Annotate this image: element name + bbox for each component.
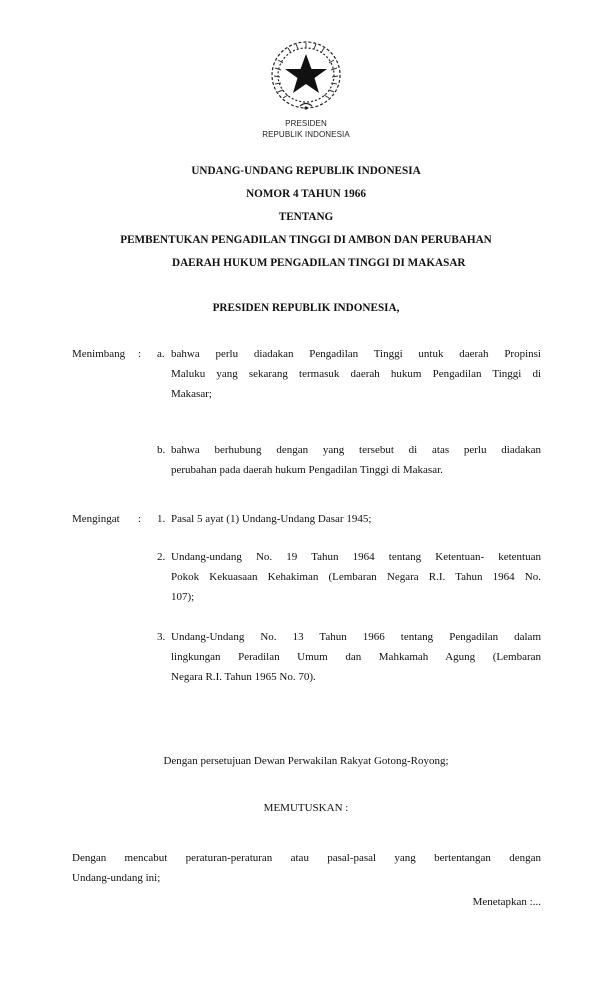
memutuskan-heading: MEMUTUSKAN : bbox=[263, 802, 349, 814]
text-line: Pokok Kekuasaan Kehakiman (Lembaran Negara R.I. Tahun 1964 No. bbox=[171, 571, 541, 583]
law-subject-line2: DAERAH HUKUM PENGADILAN TINGGI DI MAKASAR bbox=[172, 257, 466, 269]
seal-title: PRESIDEN bbox=[285, 119, 327, 128]
mengingat-item-2 bbox=[171, 547, 541, 607]
approval-statement: Dengan persetujuan Dewan Perwakilan Rakyat Gotong-Royong; bbox=[163, 755, 449, 767]
text-line: Makasar; bbox=[171, 388, 212, 400]
law-number: NOMOR 4 TAHUN 1966 bbox=[246, 188, 366, 200]
law-subject-line1: PEMBENTUKAN PENGADILAN TINGGI DI AMBON DAN PERUBAHAN bbox=[120, 234, 492, 246]
text-line: Maluku yang sekarang termasuk daerah hukum Pengadilan Tinggi di bbox=[171, 368, 541, 380]
mengingat-label: Mengingat bbox=[72, 513, 120, 525]
continuation-marker: Menetapkan :... bbox=[472, 896, 541, 908]
text-line: Pasal 5 ayat (1) Undang-Undang Dasar 1945; bbox=[171, 513, 372, 525]
menimbang-marker-b: b. bbox=[157, 444, 166, 456]
mengingat-marker-3: 3. bbox=[157, 631, 166, 643]
text-line: lingkungan Peradilan Umum dan Mahkamah Agung (Lembaran bbox=[171, 651, 541, 663]
mengingat-marker-2: 2. bbox=[157, 551, 166, 563]
menimbang-item-a bbox=[171, 344, 541, 404]
text-line: bahwa berhubung dengan yang tersebut di atas perlu diadakan bbox=[171, 444, 541, 456]
law-heading: UNDANG-UNDANG REPUBLIK INDONESIA bbox=[191, 165, 421, 177]
mengingat-item-3 bbox=[171, 627, 541, 687]
text-line: Undang-undang ini; bbox=[72, 872, 161, 884]
menimbang-marker-a: a. bbox=[157, 348, 165, 360]
menimbang-item-b bbox=[171, 440, 541, 480]
mengingat-item-1 bbox=[171, 509, 541, 529]
president-heading: PRESIDEN REPUBLIK INDONESIA, bbox=[212, 302, 400, 314]
repeal-clause bbox=[72, 848, 541, 888]
text-line: bahwa perlu diadakan Pengadilan Tinggi untuk daerah Propinsi bbox=[171, 348, 541, 360]
text-line: 107); bbox=[171, 591, 195, 603]
mengingat-colon: : bbox=[138, 513, 142, 525]
mengingat-marker-1: 1. bbox=[157, 513, 166, 525]
seal-subtitle: REPUBLIK INDONESIA bbox=[262, 130, 350, 139]
text-line: perubahan pada daerah hukum Pengadilan Tinggi di Makasar. bbox=[171, 464, 443, 476]
presidential-emblem-icon bbox=[266, 38, 346, 114]
text-line: Undang-undang No. 19 Tahun 1964 tentang Ketentuan- ketentuan bbox=[171, 551, 541, 563]
menimbang-colon: : bbox=[138, 348, 142, 360]
text-line: Negara R.I. Tahun 1965 No. 70). bbox=[171, 671, 316, 683]
text-line: Undang-Undang No. 13 Tahun 1966 tentang Pengadilan dalam bbox=[171, 631, 541, 643]
text-line: Dengan mencabut peraturan-peraturan atau pasal-pasal yang bertentangan dengan bbox=[72, 852, 541, 864]
menimbang-label: Menimbang bbox=[72, 348, 126, 360]
law-tentang: TENTANG bbox=[278, 211, 334, 223]
